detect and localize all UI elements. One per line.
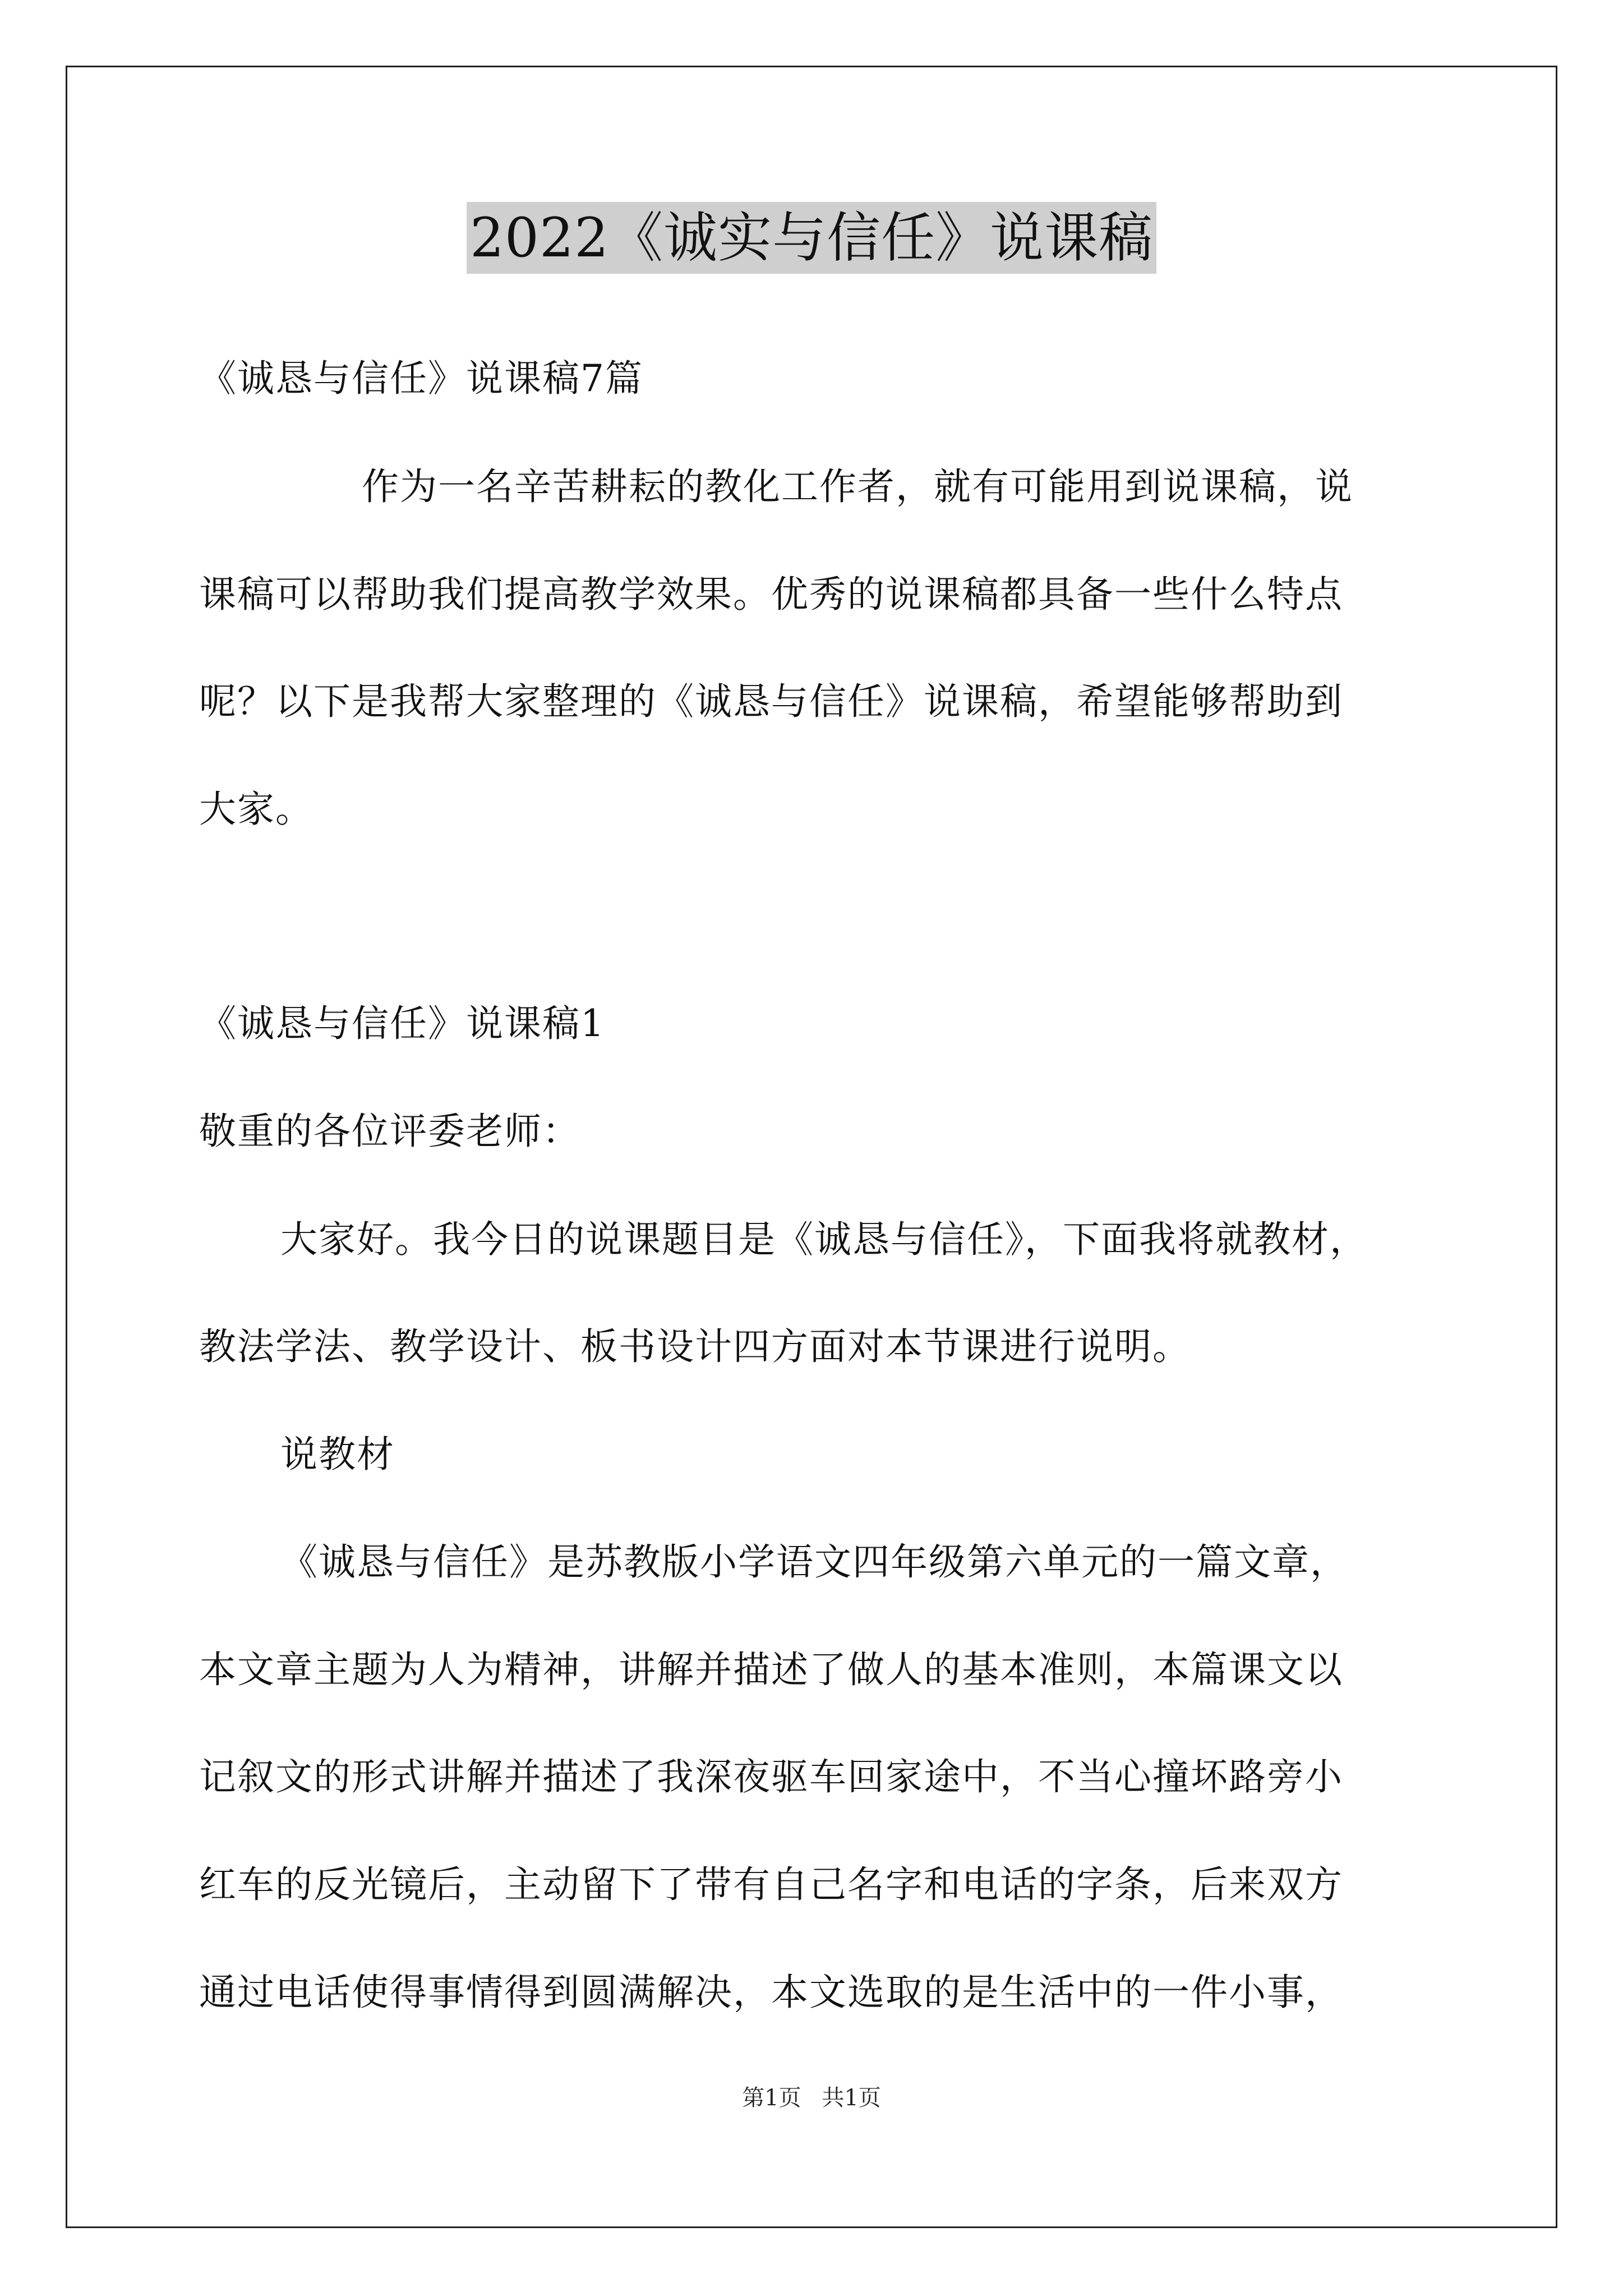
title-container	[0, 202, 1623, 274]
para2-line-1: 《诚恳与信任》是苏教版小学语文四年级第六单元的一篇文章，	[280, 1540, 1348, 1584]
intro-line-3: 呢？以下是我帮大家整理的《诚恳与信任》说课稿，希望能够帮助到	[199, 680, 1343, 723]
para1-line-2: 教法学法、教学设计、板书设计四方面对本节课进行说明。	[199, 1325, 1191, 1368]
page-total: 共1页	[822, 2085, 881, 2111]
para1-line-1: 大家好。我今日的说课题目是《诚恳与信任》，下面我将就教材，	[280, 1218, 1368, 1261]
intro-line-2: 课稿可以帮助我们提高教学效果。优秀的说课稿都具备一些什么特点	[199, 573, 1343, 616]
section-heading: 《诚恳与信任》说课稿1	[199, 1002, 605, 1045]
page-footer	[0, 2084, 1623, 2112]
intro-line-4: 大家。	[199, 788, 313, 831]
para2-line-5: 通过电话使得事情得到圆满解决，本文选取的是生活中的一件小事，	[199, 1971, 1343, 2014]
para2-line-2: 本文章主题为人为精神，讲解并描述了做人的基本准则，本篇课文以	[199, 1648, 1343, 1691]
greeting: 敬重的各位评委老师：	[199, 1110, 580, 1153]
document-title: 2022《诚实与信任》说课稿	[467, 202, 1156, 274]
intro-line-1: 作为一名辛苦耕耘的教化工作者，就有可能用到说课稿，说	[362, 465, 1353, 508]
para2-line-3: 记叙文的形式讲解并描述了我深夜驱车回家途中，不当心撞坏路旁小	[199, 1755, 1343, 1798]
para2-line-4: 红车的反光镜后，主动留下了带有自己名字和电话的字条，后来双方	[199, 1863, 1343, 1906]
subtitle: 《诚恳与信任》说课稿7篇	[199, 357, 643, 400]
page-number: 第1页	[742, 2085, 801, 2111]
subheading: 说教材	[280, 1433, 395, 1476]
